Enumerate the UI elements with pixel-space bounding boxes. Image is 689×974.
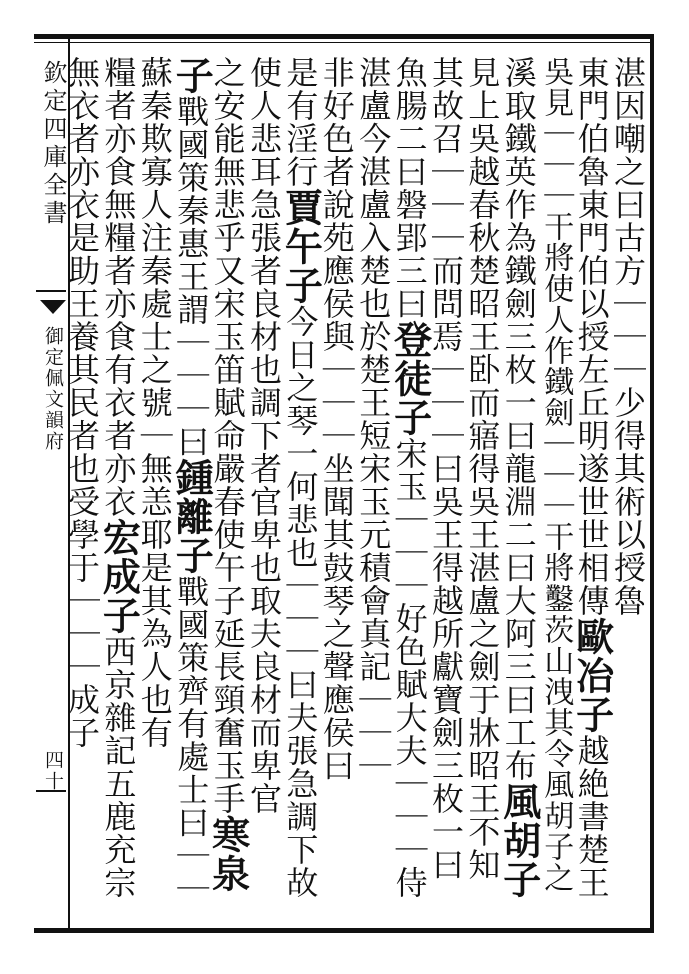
text-column [135,56,175,749]
entry-text: 其故召｜｜｜而問焉｜｜｜曰吳王得越所獻寶劍三枚一曰 [427,56,465,881]
entry-text: 無衣者亦衣是助王養其民者也 [63,56,101,485]
top-border-thin [34,42,654,43]
entry-heading: 賈午子 [278,188,324,305]
text-column [535,56,575,893]
entry-text: 湛因嘲之曰古方｜｜｜少得其術以授魯 [609,56,647,617]
book-title: 欽定四庫全書 [39,60,67,228]
entry-text: 說苑應侯與｜｜｜坐聞其鼓琴之聲應侯曰 [317,188,356,782]
text-column [353,56,393,782]
text-column [462,56,502,881]
text-column [278,56,324,899]
top-border [34,34,654,39]
entry-text: 之安能無悲乎又宋玉笛賦命嚴春使午子延長頸奮玉手 [208,56,247,815]
text-column [96,56,142,899]
entry-text: 戰國策秦惠王謂｜｜｜曰 [172,95,211,458]
right-border [650,34,654,933]
entry-heading: 子 [169,56,215,95]
text-column [317,56,357,782]
entry-text: 非好色者 [317,56,356,188]
entry-heading: 宏成子 [96,518,142,635]
entry-text: 見上吳越春秋楚昭王卧而寤得吳王湛盧之劍于牀昭王不知 [463,56,502,881]
text-column [426,56,466,881]
entry-heading: 登徒子 [387,320,433,437]
page-number: 四十 [42,750,64,792]
entry-heading: 鍾離子 [169,458,215,575]
entry-text: 西京雜記五鹿充宗 [99,635,138,899]
entry-text: 是有淫行 [281,56,320,188]
bottom-border [34,928,654,933]
entry-text: 湛盧今湛盧入楚也 [354,56,393,320]
entry-text: 吳見｜｜｜干將使人作鐵劍｜｜｜干將鑿茨山洩其 [538,56,574,738]
entry-text: 於楚王短宋玉元積會真記｜｜｜ [354,320,393,782]
entry-heading: 歐冶子 [569,617,615,734]
text-column [244,56,284,815]
entry-text: 蘇秦欺寡人注秦處士之號 [135,56,174,419]
text-column [169,56,215,905]
entry-text: 使人悲耳急張者良材也調下者官卑也取夫良材而卑官 [245,56,283,815]
text-column [387,56,433,899]
entry-heading: 寒泉 [205,815,251,893]
sub-title: 御定佩文韻府 [42,326,64,452]
text-column [608,56,648,617]
text-column [569,56,615,899]
entry-text: 令風胡子之 [538,738,574,893]
entry-text: 東門伯魯東門伯以授左丘明遂世世相傳 [572,56,611,617]
entry-text: 受學于｜｜｜成子 [63,485,101,749]
entry-text: 魚腸二曰磐郢三曰 [390,56,429,320]
entry-text: 越絶書楚王 [572,734,611,899]
entry-text: 宋玉｜｜｜好色賦大夫｜｜｜侍 [390,437,429,899]
text-column [62,56,102,749]
text-column [496,56,542,899]
entry-text: 糧者亦食無糧者亦食有衣者亦衣 [99,56,138,518]
entry-heading: 風胡子 [496,782,542,899]
entry-text: 溪取鐵英作為鐵劍三枚一曰龍淵二曰大阿三曰工布 [499,56,538,782]
entry-text: 戰國策齊有處士曰｜｜ [172,575,211,905]
entry-text: ｜無恙耶是其為人也有 [135,419,174,749]
entry-text: 今日之琴一何悲也｜｜｜曰夫張急調下故 [281,305,320,899]
